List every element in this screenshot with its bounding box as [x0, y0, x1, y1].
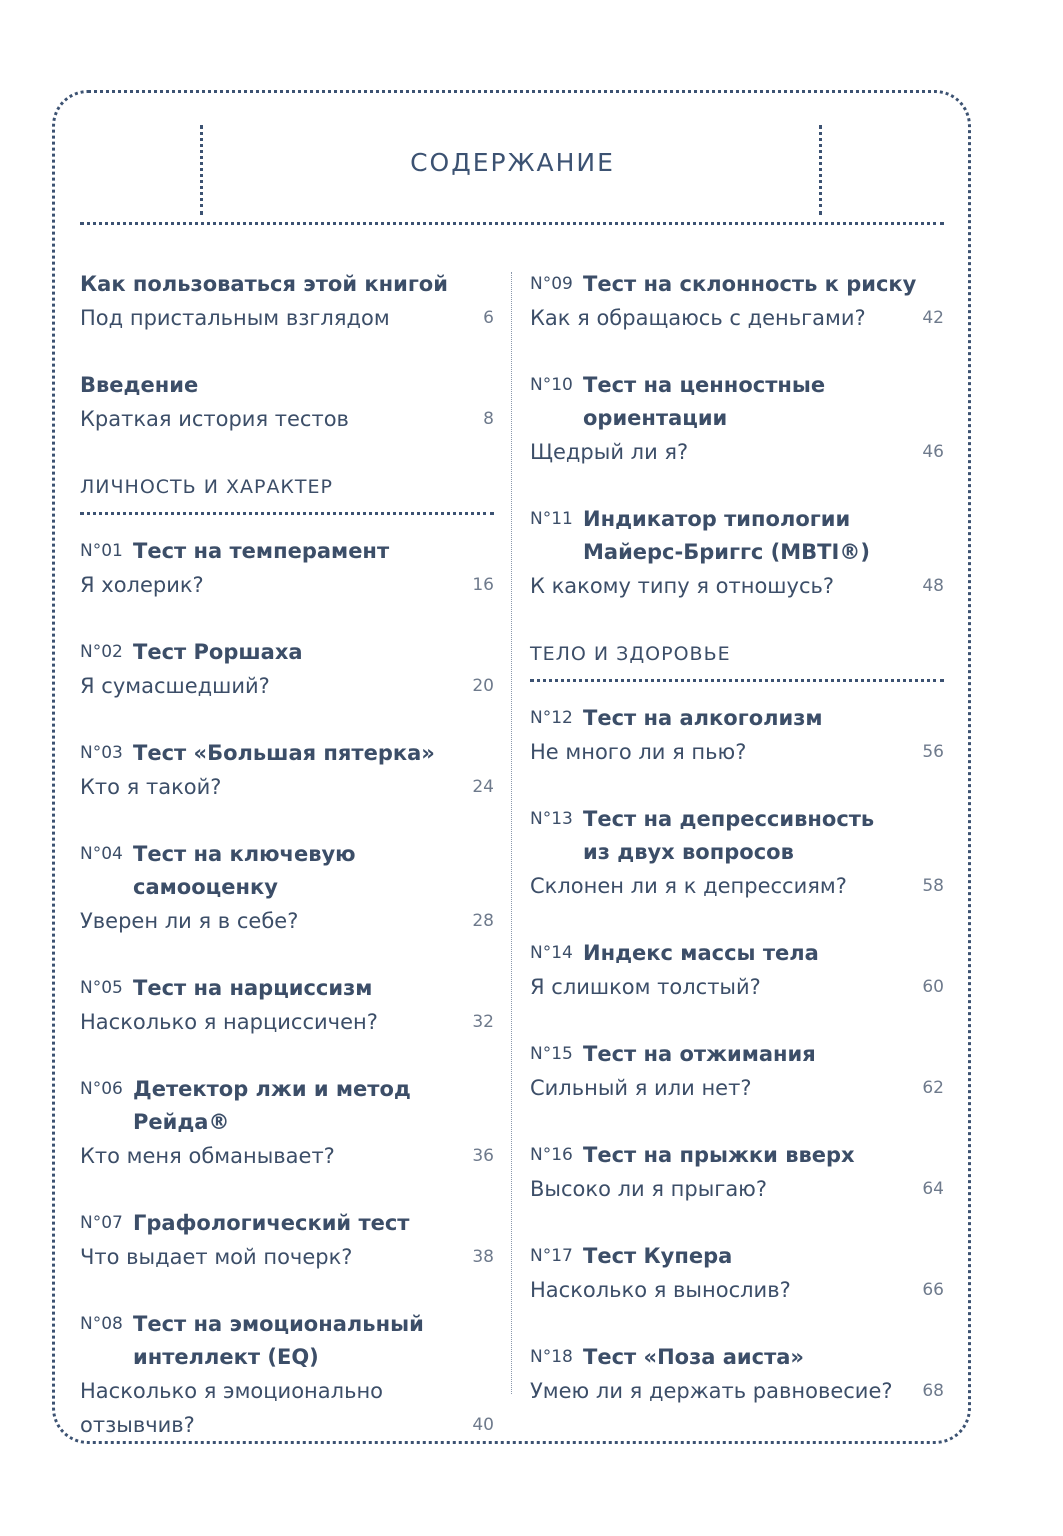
toc-entry[interactable]: [530, 803, 944, 903]
toc-entry[interactable]: [80, 636, 494, 703]
toc-entry-subtitle: К какому типу я отношусь?: [530, 574, 835, 598]
title-left-divider: [200, 125, 203, 215]
section-heading-personality: ЛИЧНОСТЬ И ХАРАКТЕР: [80, 476, 333, 498]
toc-entry-subtitle: Я слишком толстый?: [530, 975, 761, 999]
toc-entry-title: Индикатор типологии: [583, 507, 851, 531]
toc-page-number: 66: [922, 1280, 944, 1300]
toc-entry-number: N°02: [80, 642, 123, 662]
toc-entry[interactable]: [80, 737, 494, 804]
toc-page-number: 48: [922, 576, 944, 596]
toc-entry[interactable]: [530, 369, 944, 469]
section-rule: [530, 679, 944, 682]
toc-entry-subtitle: Высоко ли я прыгаю?: [530, 1177, 768, 1201]
page-title: СОДЕРЖАНИЕ: [410, 148, 615, 177]
toc-entry-title-cont: из двух вопросов: [583, 840, 794, 864]
column-divider: [511, 272, 512, 1394]
toc-page-number: 62: [922, 1078, 944, 1098]
section-heading-body-health: ТЕЛО И ЗДОРОВЬЕ: [530, 643, 731, 665]
toc-entry-subtitle: Кто я такой?: [80, 775, 222, 799]
toc-entry-title: Тест Роршаха: [133, 640, 303, 664]
toc-entry-subtitle: Я сумасшедший?: [80, 674, 270, 698]
toc-entry-subtitle: Не много ли я пью?: [530, 740, 747, 764]
toc-entry[interactable]: [80, 1073, 494, 1173]
toc-entry-number: N°17: [530, 1246, 573, 1266]
toc-entry[interactable]: [530, 268, 944, 335]
toc-page-number: 56: [922, 742, 944, 762]
toc-entry-title: Тест на алкоголизм: [583, 706, 823, 730]
toc-entry-title: Индекс массы тела: [583, 941, 819, 965]
toc-entry-number: N°10: [530, 375, 573, 395]
toc-entry-number: N°16: [530, 1145, 573, 1165]
toc-entry[interactable]: [530, 1240, 944, 1307]
toc-entry-title: Как пользоваться этой книгой: [80, 272, 448, 296]
toc-entry[interactable]: [530, 1038, 944, 1105]
toc-entry[interactable]: [80, 1308, 494, 1442]
toc-entry-number: N°12: [530, 708, 573, 728]
toc-entry[interactable]: [530, 1139, 944, 1206]
toc-entry-number: N°07: [80, 1213, 123, 1233]
toc-entry[interactable]: [80, 972, 494, 1039]
section-rule: [80, 512, 494, 515]
toc-page-number: 8: [483, 409, 494, 429]
toc-entry-number: N°13: [530, 809, 573, 829]
toc-entry-subtitle: Я холерик?: [80, 573, 204, 597]
toc-entry-subtitle: Краткая история тестов: [80, 407, 349, 431]
toc-entry[interactable]: [530, 702, 944, 769]
toc-entry-title: Тест на прыжки вверх: [583, 1143, 855, 1167]
toc-entry[interactable]: [530, 503, 944, 603]
toc-page-number: 60: [922, 977, 944, 997]
toc-entry-title: Детектор лжи и метод Рейда®: [133, 1077, 411, 1134]
toc-entry-title: Графологический тест: [133, 1211, 410, 1235]
toc-page-number: 68: [922, 1381, 944, 1401]
toc-entry-title: Тест на эмоциональный: [133, 1312, 424, 1336]
toc-page-number: 64: [922, 1179, 944, 1199]
toc-entry-subtitle: Насколько я вынослив?: [530, 1278, 791, 1302]
toc-entry-number: N°09: [530, 274, 573, 294]
toc-right-column: [530, 268, 944, 1442]
toc-entry-title-cont: интеллект (EQ): [133, 1345, 319, 1369]
toc-entry-number: N°04: [80, 844, 123, 864]
toc-entry-number: N°03: [80, 743, 123, 763]
toc-entry-subtitle: Насколько я нарциссичен?: [80, 1010, 378, 1034]
toc-page-number: 28: [472, 911, 494, 931]
toc-entry-title: Введение: [80, 373, 199, 397]
toc-page-number: 6: [483, 308, 494, 328]
toc-entry-title: Тест «Поза аиста»: [583, 1345, 804, 1369]
toc-entry-subtitle-cont: отзывчив?: [80, 1413, 195, 1437]
toc-entry[interactable]: [530, 1341, 944, 1408]
toc-entry-subtitle: Под пристальным взглядом: [80, 306, 390, 330]
toc-page-number: 32: [472, 1012, 494, 1032]
toc-entry[interactable]: [80, 535, 494, 602]
toc-entry-howto[interactable]: [80, 268, 494, 335]
toc-entry-title: Тест на отжимания: [583, 1042, 816, 1066]
toc-entry[interactable]: [80, 838, 494, 938]
toc-entry-number: N°15: [530, 1044, 573, 1064]
toc-page-number: 16: [472, 575, 494, 595]
toc-page-number: 58: [922, 876, 944, 896]
toc-entry-title: Тест на ключевую самооценку: [133, 842, 356, 899]
toc-entry-subtitle: Насколько я эмоционально: [80, 1379, 384, 1403]
toc-entry-subtitle: Что выдает мой почерк?: [80, 1245, 353, 1269]
toc-entry-number: N°18: [530, 1347, 573, 1367]
toc-entry-subtitle: Умею ли я держать равновесие?: [530, 1379, 893, 1403]
toc-entry-intro[interactable]: [80, 369, 494, 436]
toc-entry-number: N°08: [80, 1314, 123, 1334]
toc-entry-subtitle: Склонен ли я к депрессиям?: [530, 874, 847, 898]
toc-entry-subtitle: Щедрый ли я?: [530, 440, 689, 464]
toc-entry[interactable]: [530, 937, 944, 1004]
toc-page-number: 46: [922, 442, 944, 462]
toc-entry[interactable]: [80, 1207, 494, 1274]
toc-entry-title-cont: Майерс-Бриггс (MBTI®): [583, 540, 870, 564]
toc-entry-subtitle: Уверен ли я в себе?: [80, 909, 299, 933]
toc-entry-title: Тест на ценностные ориентации: [583, 373, 826, 430]
toc-entry-title: Тест Купера: [583, 1244, 733, 1268]
toc-entry-title: Тест на нарциссизм: [133, 976, 373, 1000]
title-bottom-rule: [80, 222, 944, 225]
toc-entry-number: N°01: [80, 541, 123, 561]
toc-page-number: 38: [472, 1247, 494, 1267]
toc-entry-number: N°06: [80, 1079, 123, 1099]
toc-left-column: [80, 268, 494, 1476]
toc-entry-title: Тест на темперамент: [133, 539, 390, 563]
toc-entry-subtitle: Как я обращаюсь с деньгами?: [530, 306, 866, 330]
toc-page-number: 40: [472, 1415, 494, 1435]
toc-entry-number: N°14: [530, 943, 573, 963]
toc-entry-subtitle: Кто меня обманывает?: [80, 1144, 335, 1168]
toc-page-number: 20: [472, 676, 494, 696]
toc-entry-title: Тест на депрессивность: [583, 807, 875, 831]
toc-entry-number: N°11: [530, 509, 573, 529]
toc-entry-title: Тест «Большая пятерка»: [133, 741, 435, 765]
toc-page-number: 36: [472, 1146, 494, 1166]
toc-entry-number: N°05: [80, 978, 123, 998]
toc-entry-subtitle: Сильный я или нет?: [530, 1076, 752, 1100]
toc-entry-title: Тест на склонность к риску: [583, 272, 917, 296]
toc-page-number: 24: [472, 777, 494, 797]
toc-page-number: 42: [922, 308, 944, 328]
